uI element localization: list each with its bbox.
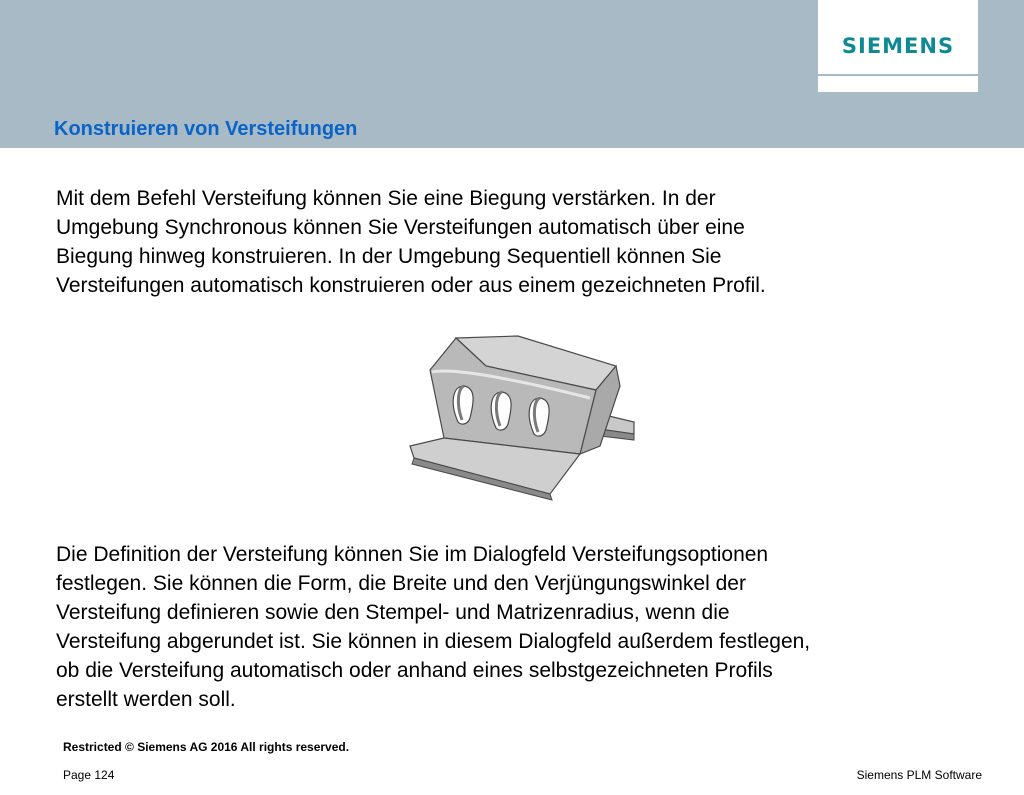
paragraph-line: Die Definition der Versteifung können Sie im Dialogfeld Versteifungsoptionen xyxy=(56,543,769,566)
slide-title: Konstruieren von Versteifungen xyxy=(54,118,358,140)
paragraph-line: festlegen. Sie können die Form, die Breite und den Verjüngungswinkel der xyxy=(56,572,746,595)
footer-copyright: Restricted © Siemens AG 2016 All rights reserved. xyxy=(63,740,350,754)
footer-page-number: Page 124 xyxy=(63,768,115,782)
paragraph-line: Mit dem Befehl Versteifung können Sie eine Biegung verstärken. In der xyxy=(56,187,716,210)
stiffener-bracket-illustration xyxy=(400,326,640,506)
paragraph-line: Umgebung Synchronous können Sie Versteifungen automatisch über eine xyxy=(56,216,745,239)
paragraph-line: ob die Versteifung automatisch oder anhand eines selbstgezeichneten Profils xyxy=(56,659,773,682)
paragraph-line: erstellt werden soll. xyxy=(56,688,236,711)
siemens-logo-text: SIEMENS xyxy=(841,34,955,58)
paragraph-line: Versteifung definieren sowie den Stempel- und Matrizenradius, wenn die xyxy=(56,601,730,624)
paragraph-line: Biegung hinweg konstruieren. In der Umgebung Sequentiell können Sie xyxy=(56,245,722,268)
paragraph-line: Versteifung abgerundet ist. Sie können in diesem Dialogfeld außerdem festlegen, xyxy=(56,630,811,653)
paragraph-definition xyxy=(56,540,810,714)
footer-company: Siemens PLM Software xyxy=(856,768,982,782)
siemens-logo xyxy=(818,0,978,92)
paragraph-intro xyxy=(56,184,766,300)
paragraph-line: Versteifungen automatisch konstruieren oder aus einem gezeichneten Profil. xyxy=(56,274,766,297)
